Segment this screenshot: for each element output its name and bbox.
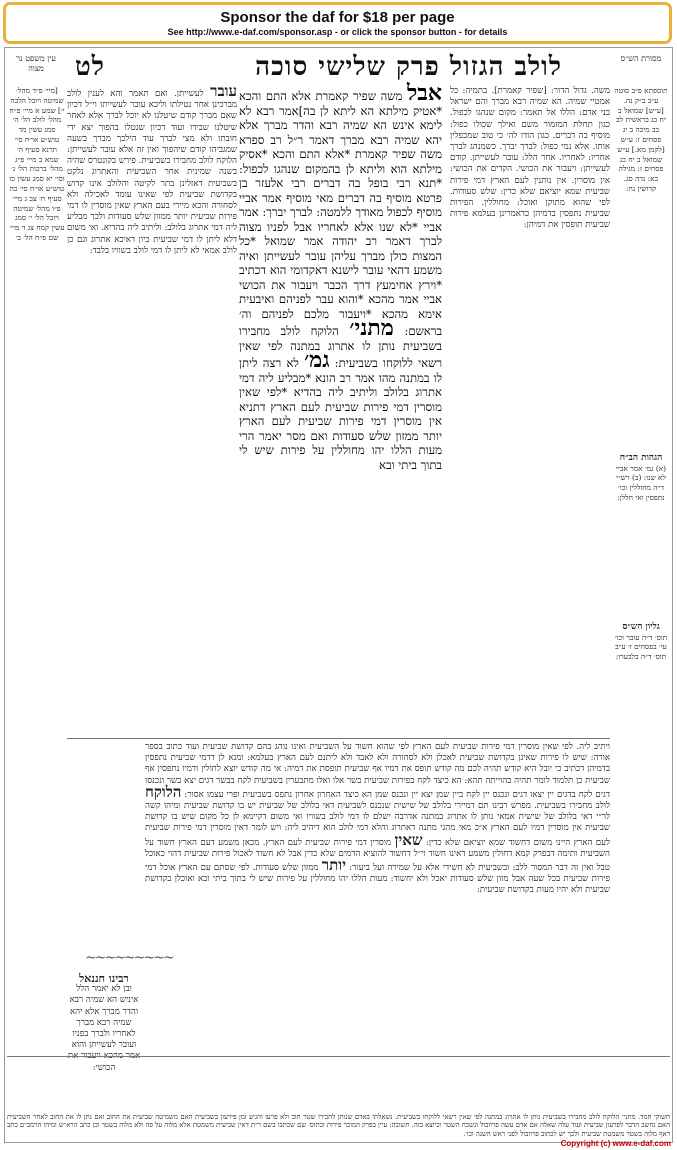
lower-text-2: לולב מחבירו בשביעית. מפרש רבינו תם דמיירי בלולב של שישית שנכנס לשביעית דאי בלולב של שביעית יש בו קדושת שביעית ומיהו קשה לר״י דאי בלולב של שישית אמאי נותן לו אתרוג במתנה אדרבה ישלם לו דמי לולב בשוויו ואי משום דקיימא לן כל מקום שיש בו קדושת שביעית אין מוסרין דמיו לעם הארץ א״כ מאי מהני מתנה דאתרוג והלא דמי לולב הוא דיהיב ליה: ויש לומר דאין מוסרין דמי פירות שביעית לעם הארץ היינו משום דחשוד שמא יוציאם שלא כדין: — [145, 801, 611, 848]
gilyon-text: תוס׳ ד״ה עובר וכו׳ עי׳ בפסחים ז׳ ע״ב תוס׳ ד״ה בלבערו: — [614, 632, 668, 662]
footer-divider — [7, 1056, 670, 1057]
masoret-hashas-column — [614, 86, 668, 1086]
tosafot-commentary — [67, 82, 238, 734]
rashi-commentary — [450, 86, 610, 734]
daf-number: לט — [75, 52, 105, 82]
lower-text-1: ויתיב ליה. לפי שאין מוסרין דמי פירות שביעית לעם הארץ לפי שהוא חשוד על השביעית ואינו נוהג בהם קדושת שביעית ועוד כתוב בספר אורה: שיש לו פירות שאינן בקדושת שביעית לאכלן ולא לסחורה ולא לאבד ולא ליתנם לעם הארץ בעלמא: ומנא לן דדמי שביעית נתפסין בדמיהן דכתיב כי יובל היא קודש תהיה לכם מה קודש תופס את דמיו אף שביעית תופסת את דמיה: אי מה קודש יוצא לחולין ודמיו נתפסין אף שביעית כן תלמוד לומר תהיה בהוייתה תהא: הא כיצד לקח בפירות שביעית בשר אלו ואלו מתבערין בשביעית לקח בבשר דגים יצא בשר ונכנסו דגים לקח בדגים יין יצאו דגים ונכנס יין לקח ביין שמן יצא יין ונכנס שמן הא כיצד האחרון אחרון נתפס בשביעית ופרי עצמו אסור: — [145, 742, 611, 800]
copyright-notice[interactable]: Copyright (c) www.e-daf.com — [560, 1139, 671, 1148]
sponsor-banner[interactable] — [3, 2, 672, 44]
rabbeinu-chananel-title: רבינו חננאל — [79, 972, 129, 985]
mishnah-marker: מתני׳ — [349, 315, 394, 341]
ein-mishpat-text: [מיי׳ פ״ד מהל׳ שמיטה ויובל הלכה י׳] שמע א מיי׳ פ״ח מהל׳ לולב הל׳ ה׳ סמג עשין מד טוש״ע או״ח סי׳ תרנא סעיף ה׳ שמא ב מיי׳ פ״ג מהל׳ ברכות הל׳ ג׳ וסי׳ יא סמג עשין כו טוש״ע או״ח סי׳ כה סעיף ח׳ צב ג מיי׳ פ״ו מהל׳ שמיטה ויובל הל׳ י׳ סמג עשין קמח צג ד מיי׳ שם פ״ח הל׳ ב׳ — [9, 86, 65, 242]
gemara-marker: גמ׳ — [304, 347, 330, 373]
ornament-divider: ~~~~~~~~~ — [85, 950, 173, 966]
lower-commentary — [145, 742, 610, 1042]
hagahot-text: (א) גמ׳ אמר אביי לא שנו: (ב) רש״י ד״ה מחוללין וכו׳ נתפסין ואי חללן: — [615, 463, 667, 502]
masoret-text: תוספתא פ״ב סוטה ע״ב ב״ק נה. [ע״ש] שמואל ב יח כג בראשית לב כב מיכה ב יג פסחים ז: ע״ש [לקמן מא.] ע״ש שמואל ב יח כג פסחים ז: מגילה כא: נדה סג. קדושין נח: — [614, 86, 668, 193]
gemara-text-3: לא רצה ליתן לו במתנה מהו אמר רב הונא *מבליע ליה דמי אתרוג בלולב וליתיב ליה בהדיא *לפי שאין מוסרין דמי פירות שביעית לעם הארץ דתניא אין מוסרין דמי פירות שביעית לעם הארץ יותר ממזון שלש סעודות ואם מסר יאמר הרי מעות הללו יהו מחוללין על פירות שיש לי בתוך ביתי ובא — [239, 356, 442, 472]
gilyon-title: גליון הש״ס — [622, 621, 660, 632]
hagahot-title: הגהות הב״ח — [619, 452, 663, 463]
sponsor-title[interactable]: Sponsor the daf for $18 per page — [220, 9, 455, 26]
rabbeinu-chananel — [67, 972, 141, 1073]
lower-text-4: ממזון שלש סעודות. לפי שסתם עם הארץ אוכל דמי פירות שביעית בכל שעה אבל מזון שלש סעודות יאכל ולא יחשוד: מעות הללו יהו מחוללין על פירות שיש לי בתוך ביתי ובא ואוכלן בקדושת שביעית ולא יהיו מעות בקדושת שביעית: — [145, 863, 610, 896]
daf-page — [4, 47, 673, 1143]
lower-heading-2: שאין — [394, 830, 423, 849]
tosafot-heading: עובר — [210, 82, 238, 100]
sponsor-subtitle[interactable]: See http://www.e-daf.com/sponsor.asp - or click the sponsor button - for details — [167, 27, 508, 37]
section-divider — [67, 738, 610, 739]
lower-heading-3: יותר — [321, 856, 347, 875]
gemara-opening-word: אבל — [406, 80, 442, 106]
ein-mishpat-column — [9, 86, 65, 986]
gemara-text-block — [239, 80, 443, 646]
lower-heading-1: הלוקח — [145, 782, 182, 801]
footer-notes: חשוקי חמד. מתני׳ הלוקח לולב מחבירו בשביעית נותן לו אתרוג במתנה לפי שאין רשאי ללוקחו בשביעית. נשאלתי באדם שנותן לחבירו שטר חוב ולא פרעו והגיע זמן פירעון בשביעית האם משמיטה שביעית את החוב ואם נתן לו את החוב לאחר השביעית האם נחשב הדבר לפרעון שביעית ועוד עלה שאלה אם אדם עשה פרוזבול ונשכח השטר וכיוצא בזה. תשובה: עיין בפרק המוכר פירות ובתוס׳ שם שכתבו בשם ר״ת דאין שביעית משמטת אלא מלוה על פה ולא מלוה בשטר וכן כתב הרא״ש ומיהו הרמב״ם כתב דאף מלוה בשטר משמטת שביעית ולכך יש לכתוב פרוזבול לפני ראש השנה וכו׳. — [7, 1113, 670, 1138]
chapter-header: לולב הגזול פרק שלישי סוכה — [255, 52, 562, 82]
masoret-label: מסורת הש״ס — [620, 54, 662, 63]
gemara-text-1: משה שפיר קאמרת אלא התם והכא *אטיק מילתא הא ליתא לן בה]אמר רבא לא לימא אינש הא שמיה רבא והדר מברך אלא יהא שמיה רבא מברך דאמר ר״ל רב ספרא משה שפיר קאמרת *אלא התם והכא *אסיק מילתא הוא וליתא לן בהמקום שנהגו לכפול: *תנא רבי בופל בה דברים רבי אלעזר בן פרטא מוסיף בה דברים מאי מוסיף אמר אביי מוסיף לכפול מאודך ללמטה: לברך יברך: אמר אביי *לא שנו אלא לאחריו אבל לפניו מצוה לברך דאמר רב יהודה אמר שמואל *כל המצות כולן מברך עליהן עובר לעשייתן ואיה משמע דהאי עובר לישנא דאקדומי הוא דכתיב *וירץ אחימעץ דרך הכבר ויעבור את הכושי אביי אמר מהכא *והוא עבר לפניהם ואיבעית אימא מהכא *ויעבור מלכם לפניהם וה׳ בראשם: — [239, 89, 443, 338]
rabbeinu-chananel-text: ובן לא יאמר הלל איניש הא שמיה רבא והדר מברך אלא יהא שמיה רבא מברך לאחריו ולברך בפניו ועובר לעשייתן והוא הכושי: — [69, 984, 139, 1073]
rashi-text: משה. גדול הדור: [שפיר קאמרת]. בתמיה: כל אמטיי שמיה. הא שמיה רבא מברך והם ישראל בני אדם: הללו אל תאמר: מקום שנהגו לכפול. כגון תחלת המזמור משם ואילך שכולו כפול: מוסיף בה דברים. כגון הודו לה׳ כי טוב שמכפלין אותו. אלא נמי כפול: לברך יברך. כשמנהג לברך אחריו: לאחריו. אחר הלל: עובר לעשייתן. קודם לעשייתן: ויעבור את הכושי. הקדים את הכושי: אין מוסרין. אין נותנין לעם הארץ דמי פירות שביעית שמא יוציאם שלא כדין: שלש סעודות. לפי שהוא מתוקן ואוכל: מחוללין. הפירות שביעית נתפסין בדמיהן כדאמרינן בעלמא פירות שביעית תופסין את דמיהן: — [450, 86, 610, 231]
ein-mishpat-label: עין משפט נר מצוה — [16, 54, 56, 73]
gemara-text-2: הלוקח לולב מחבירו בשביעית נותן לו אתרוג במתנה לפי שאין רשאי ללוקחו בשביעית: — [239, 324, 443, 370]
tosafot-text: לעשייתן. ואם תאמר והא לענין לולב מברכינן אחר נטילתו וליכא עובר לעשייתו וי״ל דכיון שאם מברך קודם שיטלנו לא יוכל לברך אלא לאחר שיטלנו שבידו ועוד דכיון שנטלו בהפוך יצא ידי חובתו ולא מצי לברך עוד הילכך מברך בשעה שמגביהו קודם שיהפוך ואין זה אלא עובר לעשייתן: הלוקח לולב מחבירו בשביעית. פירש בקונטרס שהיה בשנה שמינית אחר השביעית והאתרוג נלקט בשביעית דאזלינן בתר לקיטה והלולב אינו קדוש בקדושת שביעית לפי שאינו עומד לאכילה ולא לסחורה והכא מיירי בעם הארץ שאין מוסרין לו דמי פירות שביעית יותר ממזון שלש סעודות ולכך מבליע ליה דמי אתרוג בלולב: וליתיב ליה בהדיא. ואי משום דלא ליתן לו דמי שביעית כיון דאיכא אתרוג וגם כן לולב אמאי לא ליתן לו דמי לולב בשוויו בלבד: — [67, 89, 237, 256]
lower-text-3: מוסרין דמי פירות שביעית לעם הארץ. מכאן משמע דעם הארץ חשוד על השביעית ותימה דבפרק קמא דחולין משמע דאינו חשוד וי״ל דחשוד להוציא הדמים שלא כדין אבל לא חשוד לאכול פירות שביעית דהוי כאוכל טבל ואין זה דבר המסור ללב: ובשביעית לא חשידי אלא על שמירה ועל ביעור: — [145, 837, 610, 874]
